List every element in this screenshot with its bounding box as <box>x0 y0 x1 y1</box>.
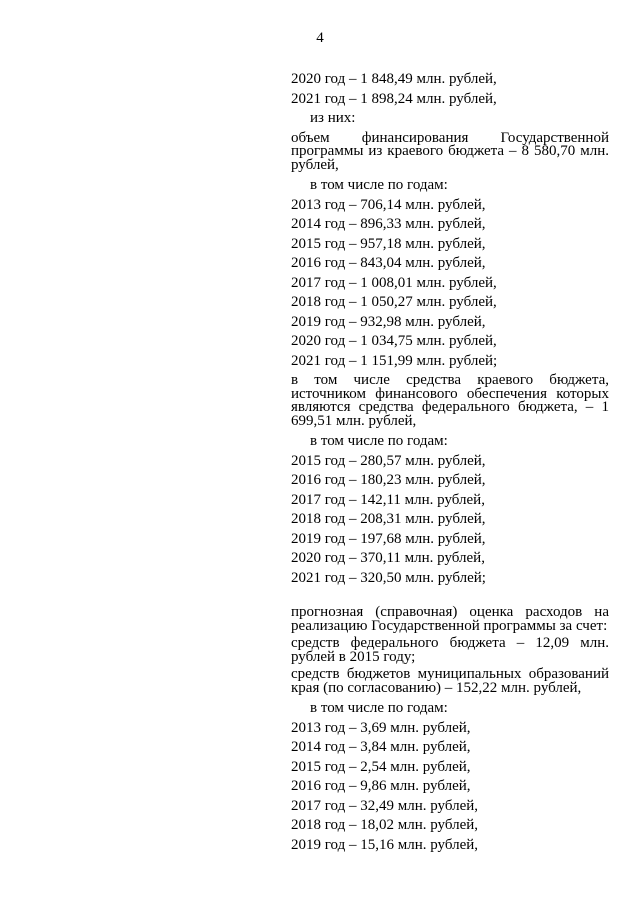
subheading-by-years: в том числе по годам: <box>310 177 448 193</box>
document-body <box>291 70 609 855</box>
regional-line-2017: 2017 год – 1 008,01 млн. рублей, <box>291 274 497 291</box>
paragraph-federal-budget: средств федерального бюджета – 12,09 млн. рублей в 2015 году; <box>291 635 609 665</box>
municipal-line-2014: 2014 год – 3,84 млн. рублей, <box>291 739 471 755</box>
funding-line-2021: 2021 год – 1 898,24 млн. рублей, <box>291 90 497 107</box>
federal-line-2018: 2018 год – 208,31 млн. рублей, <box>291 511 486 527</box>
regional-line-2020: 2020 год – 1 034,75 млн. рублей, <box>291 333 497 349</box>
municipal-line-2018: 2018 год – 18,02 млн. рублей, <box>291 817 479 833</box>
funding-line-2020: 2020 год – 1 848,49 млн. рублей, <box>291 71 497 87</box>
subheading-by-years: в том числе по годам: <box>310 433 448 449</box>
federal-line-2015: 2015 год – 280,57 млн. рублей, <box>291 452 486 469</box>
regional-line-2013: 2013 год – 706,14 млн. рублей, <box>291 196 486 213</box>
municipal-line-2017: 2017 год – 32,49 млн. рублей, <box>291 797 479 814</box>
federal-line-2020: 2020 год – 370,11 млн. рублей, <box>291 550 485 566</box>
federal-line-2019: 2019 год – 197,68 млн. рублей, <box>291 530 486 547</box>
regional-line-2014: 2014 год – 896,33 млн. рублей, <box>291 216 486 232</box>
municipal-line-2019: 2019 год – 15,16 млн. рублей, <box>291 836 479 853</box>
federal-line-2017: 2017 год – 142,11 млн. рублей, <box>291 491 485 508</box>
paragraph-regional-budget: объем финансирования Государственной программы из краевого бюджета – 8 580,70 млн. рублей, <box>291 129 609 173</box>
paragraph-municipal-budgets: средств бюджетов муниципальных образований края (по согласованию) – 152,22 млн. рублей, <box>291 666 609 696</box>
paragraph-forecast-estimate: прогнозная (справочная) оценка расходов на реализацию Государственной программы за счет: <box>291 604 609 634</box>
municipal-line-2013: 2013 год – 3,69 млн. рублей, <box>291 719 471 736</box>
regional-line-2016: 2016 год – 843,04 млн. рублей, <box>291 255 486 271</box>
municipal-line-2015: 2015 год – 2,54 млн. рублей, <box>291 758 471 775</box>
regional-line-2015: 2015 год – 957,18 млн. рублей, <box>291 235 486 252</box>
paragraph-federal-sourced: в том числе средства краевого бюджета, источником финансового обеспечения которых являются средства федерального бюджета, – 1 699,51 млн. рублей, <box>291 372 609 429</box>
federal-line-2021: 2021 год – 320,50 млн. рублей; <box>291 569 486 586</box>
federal-line-2016: 2016 год – 180,23 млн. рублей, <box>291 472 486 488</box>
page-number: 4 <box>316 30 324 46</box>
regional-line-2019: 2019 год – 932,98 млн. рублей, <box>291 313 486 330</box>
subheading-of-them: из них: <box>310 110 356 126</box>
regional-line-2021: 2021 год – 1 151,99 млн. рублей; <box>291 352 498 369</box>
subheading-by-years: в том числе по годам: <box>310 700 448 716</box>
municipal-line-2016: 2016 год – 9,86 млн. рублей, <box>291 778 471 794</box>
regional-line-2018: 2018 год – 1 050,27 млн. рублей, <box>291 294 497 310</box>
